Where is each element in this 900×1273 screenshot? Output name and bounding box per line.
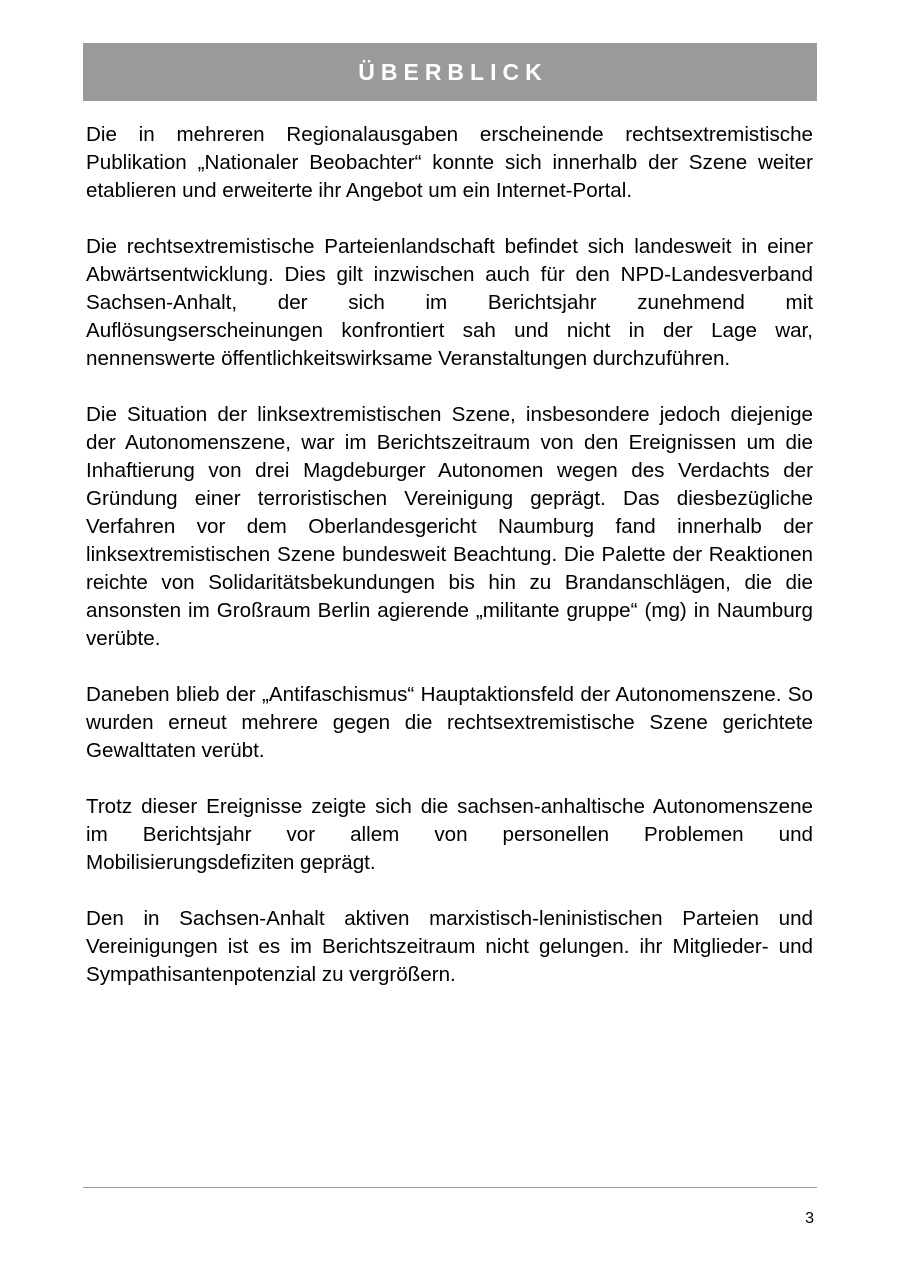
body-text — [86, 121, 813, 1017]
paragraph-right-wing-parties: Die rechtsextremistische Parteienlandschaft befindet sich landesweit in einer Abwärtsentwicklung. Dies gilt inzwischen auch für den NPD-Landesverband Sachsen-Anhalt, der sich im Berichtsjahr zunehmend mit Auflösungserscheinungen konfrontiert sah und nicht in der Lage war, nennenswerte öffentlichkeitswirksame Veranstaltungen durchzuführen. — [86, 235, 813, 370]
section-title: ÜBERBLICK — [358, 58, 548, 85]
paragraph-autonomous-scene-problems: Trotz dieser Ereignisse zeigte sich die sachsen-anhaltische Autonomenszene im Berichtsjahr vor allem von personellen Problemen und Mobilisierungsdefiziten geprägt. — [86, 795, 813, 874]
section-header-bar — [83, 43, 817, 101]
paragraph-antifascism: Daneben blieb der „Antifaschismus“ Hauptaktionsfeld der Autonomenszene. So wurden erneut mehrere gegen die rechtsextremistische Szene gerichtete Gewalttaten verübt. — [86, 683, 813, 762]
page-number: 3 — [805, 1210, 814, 1227]
paragraph-left-wing-scene: Die Situation der linksextremistischen Szene, insbesondere jedoch diejenige der Autonomenszene, war im Berichtszeitraum von den Ereignissen um die Inhaftierung von drei Magdeburger Autonomen wegen des Verdachts der Gründung einer terroristischen Vereinigung geprägt. Das diesbezügliche Verfahren vor dem Oberlandesgericht Naumburg fand innerhalb der linksextremistischen Szene bundesweit Beachtung. Die Palette der Reaktionen reichte von Solidaritätsbekundungen bis hin zu Brandanschlägen, die die ansonsten im Großraum Berlin agierende „militante gruppe“ (mg) in Naumburg verübte. — [86, 403, 813, 650]
paragraph-right-wing-publication: Die in mehreren Regionalausgaben erscheinende rechtsextremistische Publikation „Nationaler Beobachter“ konnte sich innerhalb der Szene weiter etablieren und erweiterte ihr Angebot um ein Internet-Portal. — [86, 123, 813, 202]
footer-divider — [83, 1187, 817, 1188]
paragraph-marxist-leninist-parties: Den in Sachsen-Anhalt aktiven marxistisch-leninistischen Parteien und Vereinigungen ist es im Berichtszeitraum nicht gelungen. ihr Mitglieder- und Sympathisantenpotenzial zu vergrößern. — [86, 907, 813, 986]
